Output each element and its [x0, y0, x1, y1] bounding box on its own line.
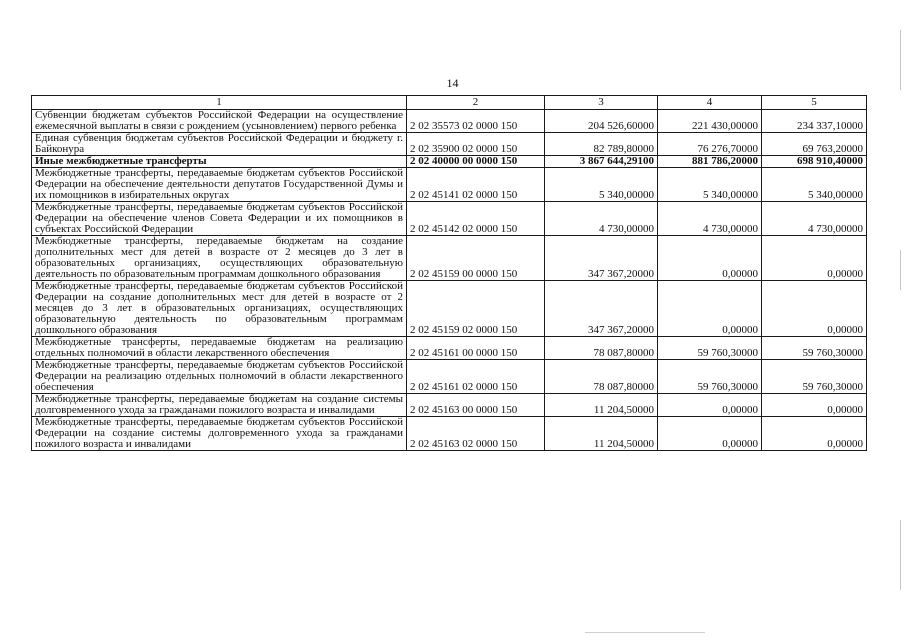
row-name-cell: Межбюджетные трансферты, передаваемые бюджетам на реализацию отдельных полномочий в области лекарственного обеспечения: [32, 337, 407, 360]
scan-edge-mark: [900, 250, 901, 290]
row-value-col4-cell: 76 276,70000: [658, 133, 762, 156]
row-code-cell: 2 02 45159 02 0000 150: [407, 281, 545, 337]
table-row: [32, 156, 867, 168]
table-header-row: [32, 96, 867, 110]
row-value-col3-cell: 11 204,50000: [545, 417, 658, 451]
row-code-cell: 2 02 45163 00 0000 150: [407, 394, 545, 417]
row-code-cell: 2 02 45141 02 0000 150: [407, 168, 545, 202]
row-value-col5-cell: 4 730,00000: [762, 202, 867, 236]
row-name-cell: Межбюджетные трансферты, передаваемые бюджетам субъектов Российской Федерации на создание дополнительных мест для детей в возрасте от 2 месяцев до 3 лет в образовательных организациях, осуществляющих образовательную деятельность по образовательным программам дошкольного образования: [32, 281, 407, 337]
row-name-cell: Межбюджетные трансферты, передаваемые бюджетам на создание системы долговременного ухода за гражданами пожилого возраста и инвалидами: [32, 394, 407, 417]
row-value-col3-cell: 3 867 644,29100: [545, 156, 658, 168]
table-row: [32, 394, 867, 417]
table-row: [32, 360, 867, 394]
column-header-1: 1: [32, 96, 407, 110]
row-value-col5-cell: 0,00000: [762, 394, 867, 417]
row-code-cell: 2 02 45161 00 0000 150: [407, 337, 545, 360]
row-value-col4-cell: 59 760,30000: [658, 360, 762, 394]
budget-table: [31, 95, 867, 451]
row-name-cell: Межбюджетные трансферты, передаваемые бюджетам субъектов Российской Федерации на обеспечение деятельности депутатов Государственной Думы и их помощников в избирательных округах: [32, 168, 407, 202]
column-header-4: 4: [658, 96, 762, 110]
row-code-cell: 2 02 45159 00 0000 150: [407, 236, 545, 281]
row-value-col4-cell: 59 760,30000: [658, 337, 762, 360]
row-value-col5-cell: 0,00000: [762, 417, 867, 451]
table-row: [32, 110, 867, 133]
row-value-col3-cell: 82 789,80000: [545, 133, 658, 156]
row-value-col4-cell: 881 786,20000: [658, 156, 762, 168]
row-value-col5-cell: 234 337,10000: [762, 110, 867, 133]
table-row: [32, 281, 867, 337]
column-header-3: 3: [545, 96, 658, 110]
row-value-col4-cell: 5 340,00000: [658, 168, 762, 202]
row-code-cell: 2 02 45142 02 0000 150: [407, 202, 545, 236]
column-header-2: 2: [407, 96, 545, 110]
row-value-col5-cell: 59 760,30000: [762, 337, 867, 360]
row-value-col4-cell: 4 730,00000: [658, 202, 762, 236]
row-name-cell: Субвенции бюджетам субъектов Российской Федерации на осуществление ежемесячной выплаты в связи с рождением (усыновлением) первого ребенка: [32, 110, 407, 133]
row-value-col5-cell: 698 910,40000: [762, 156, 867, 168]
row-value-col3-cell: 5 340,00000: [545, 168, 658, 202]
row-code-cell: 2 02 45163 02 0000 150: [407, 417, 545, 451]
row-value-col4-cell: 0,00000: [658, 417, 762, 451]
row-value-col3-cell: 347 367,20000: [545, 236, 658, 281]
row-value-col5-cell: 69 763,20000: [762, 133, 867, 156]
row-code-cell: 2 02 45161 02 0000 150: [407, 360, 545, 394]
table-row: [32, 133, 867, 156]
row-value-col5-cell: 0,00000: [762, 281, 867, 337]
column-header-5: 5: [762, 96, 867, 110]
row-value-col3-cell: 78 087,80000: [545, 337, 658, 360]
row-value-col3-cell: 204 526,60000: [545, 110, 658, 133]
row-value-col5-cell: 0,00000: [762, 236, 867, 281]
table-row: [32, 337, 867, 360]
row-name-cell: Межбюджетные трансферты, передаваемые бюджетам субъектов Российской Федерации на реализацию отдельных полномочий в области лекарственного обеспечения: [32, 360, 407, 394]
table-row: [32, 236, 867, 281]
row-value-col5-cell: 5 340,00000: [762, 168, 867, 202]
table-row: [32, 168, 867, 202]
row-name-cell: Межбюджетные трансферты, передаваемые бюджетам субъектов Российской Федерации на создание системы долговременного ухода за гражданами пожилого возраста и инвалидами: [32, 417, 407, 451]
row-name-cell: Единая субвенция бюджетам субъектов Российской Федерации и бюджету г. Байконура: [32, 133, 407, 156]
table-row: [32, 417, 867, 451]
row-name-cell: Межбюджетные трансферты, передаваемые бюджетам субъектов Российской Федерации на обеспечение членов Совета Федерации и их помощников в субъектах Российской Федерации: [32, 202, 407, 236]
row-name-cell: Межбюджетные трансферты, передаваемые бюджетам на создание дополнительных мест для детей в возрасте от 2 месяцев до 3 лет в образовательных организациях, осуществляющих образовательную деятельность по образовательным программам дошкольного образования: [32, 236, 407, 281]
row-value-col4-cell: 221 430,00000: [658, 110, 762, 133]
scan-edge-mark: [900, 30, 901, 90]
table-row: [32, 202, 867, 236]
scan-bottom-mark: [585, 632, 705, 633]
table-body: [32, 110, 867, 451]
row-value-col5-cell: 59 760,30000: [762, 360, 867, 394]
row-code-cell: 2 02 40000 00 0000 150: [407, 156, 545, 168]
row-value-col3-cell: 78 087,80000: [545, 360, 658, 394]
scan-edge-mark: [900, 520, 901, 590]
row-code-cell: 2 02 35900 02 0000 150: [407, 133, 545, 156]
row-value-col3-cell: 347 367,20000: [545, 281, 658, 337]
row-value-col4-cell: 0,00000: [658, 236, 762, 281]
page-number: 14: [446, 76, 459, 90]
row-name-cell: Иные межбюджетные трансферты: [32, 156, 407, 168]
row-code-cell: 2 02 35573 02 0000 150: [407, 110, 545, 133]
row-value-col4-cell: 0,00000: [658, 394, 762, 417]
row-value-col3-cell: 4 730,00000: [545, 202, 658, 236]
row-value-col4-cell: 0,00000: [658, 281, 762, 337]
row-value-col3-cell: 11 204,50000: [545, 394, 658, 417]
